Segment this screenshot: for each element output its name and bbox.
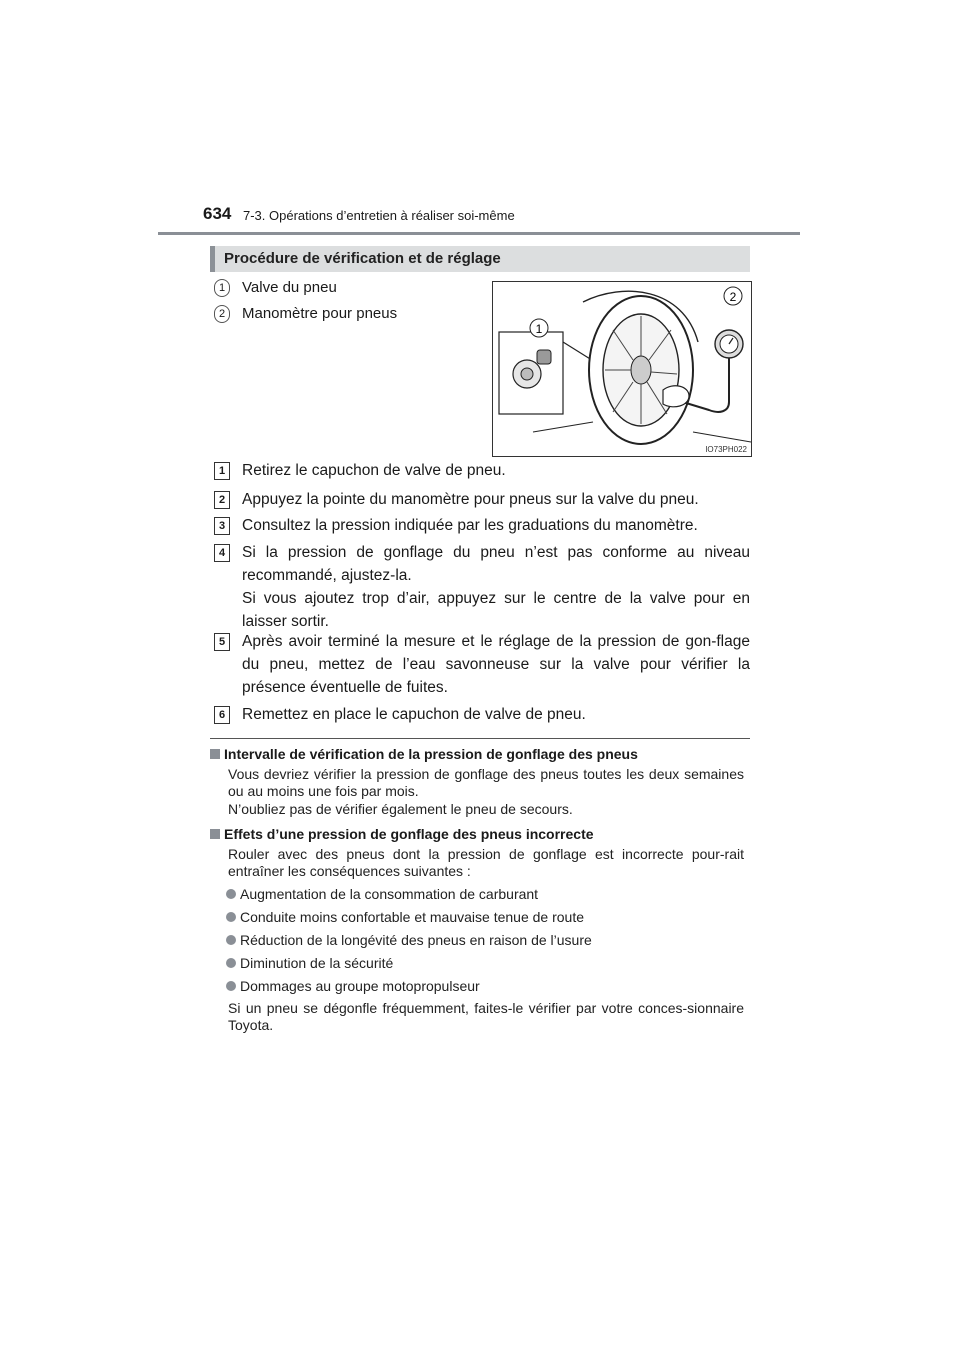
bullet-icon: [226, 889, 236, 899]
step-item: [214, 488, 750, 511]
list-item-text: Augmentation de la consommation de carburant: [240, 886, 539, 902]
section-accent: [210, 246, 215, 272]
list-item-text: Réduction de la longévité des pneus en raison de l’usure: [240, 932, 592, 948]
step-text-continued: Si vous ajoutez trop d’air, appuyez sur le centre de la valve pour en laisser sortir.: [242, 590, 750, 630]
wheel-hub-icon: [631, 356, 651, 384]
step-text: Si la pression de gonflage du pneu n’est pas conforme au niveau recommandé, ajustez-la.: [242, 544, 750, 584]
square-bullet-icon: [210, 749, 220, 759]
note-body: Si un pneu se dégonfle fréquemment, faites-le vérifier par votre conces-sionnaire Toyota.: [228, 1000, 744, 1033]
bullet-icon: [226, 935, 236, 945]
bullet-icon: [226, 958, 236, 968]
page-number: 634: [203, 204, 232, 223]
hand-icon: [663, 386, 689, 407]
note-heading-interval: [210, 746, 638, 762]
list-item: [226, 978, 480, 994]
bullet-icon: [226, 912, 236, 922]
legend-number: 1: [214, 279, 230, 297]
step-item: [214, 703, 750, 726]
step-number: 5: [214, 633, 230, 651]
tire-pressure-illustration: [492, 281, 752, 457]
bullet-icon: [226, 981, 236, 991]
list-item: [226, 932, 592, 948]
legend-label: Valve du pneu: [242, 279, 337, 296]
note-body: Rouler avec des pneus dont la pression de gonflage est incorrecte pour-rait entraîner les conséquences suivantes :: [228, 846, 744, 879]
callout-1-label: 1: [535, 322, 543, 336]
chapter-title: 7-3. Opérations d’entretien à réaliser soi-même: [243, 208, 515, 223]
note-heading-effects: [210, 826, 594, 842]
step-text: Consultez la pression indiquée par les graduations du manomètre.: [242, 517, 698, 534]
step-number: 4: [214, 544, 230, 562]
note-heading-text: Intervalle de vérification de la pression de gonflage des pneus: [224, 746, 638, 762]
step-item: [214, 459, 750, 482]
valve-core-icon: [521, 368, 533, 380]
step-number: 1: [214, 462, 230, 480]
list-item: [226, 886, 538, 902]
step-text: Après avoir terminé la mesure et le réglage de la pression de gon-flage du pneu, mettez de l’eau savonneuse sur la valve pour vérifier la présence éventuelle de fuites.: [242, 633, 750, 696]
header-rule: [158, 232, 800, 235]
callout-2-label: 2: [729, 290, 737, 304]
tire-gauge-drawing: [493, 282, 751, 456]
legend-number: 2: [214, 305, 230, 323]
step-item: [214, 541, 750, 633]
step-number: 6: [214, 706, 230, 724]
step-text: Remettez en place le capuchon de valve de pneu.: [242, 706, 586, 723]
list-item: [226, 955, 393, 971]
step-text: Retirez le capuchon de valve de pneu.: [242, 462, 506, 479]
section-title-bar: [210, 246, 750, 272]
step-number: 2: [214, 491, 230, 509]
step-text: Appuyez la pointe du manomètre pour pneus sur la valve du pneu.: [242, 491, 699, 508]
valve-cap-icon: [537, 350, 551, 364]
step-number: 3: [214, 517, 230, 535]
section-title: Procédure de vérification et de réglage: [224, 250, 501, 267]
list-item-text: Dommages au groupe motopropulseur: [240, 978, 480, 994]
list-item-text: Diminution de la sécurité: [240, 955, 394, 971]
list-item: [226, 909, 584, 925]
legend-label: Manomètre pour pneus: [242, 305, 398, 322]
section-divider: [210, 738, 750, 739]
ground-line: [533, 422, 593, 432]
figure-code: IO73PH022: [705, 445, 747, 454]
note-body: N’oubliez pas de vérifier également le pneu de secours.: [228, 801, 573, 817]
note-heading-text: Effets d’une pression de gonflage des pneus incorrecte: [224, 826, 594, 842]
list-item-text: Conduite moins confortable et mauvaise tenue de route: [240, 909, 584, 925]
step-item: [214, 630, 750, 699]
step-item: [214, 514, 750, 537]
ground-line: [693, 432, 751, 442]
square-bullet-icon: [210, 829, 220, 839]
note-body: Vous devriez vérifier la pression de gonflage des pneus toutes les deux semaines ou au moins une fois par mois.: [228, 766, 744, 799]
